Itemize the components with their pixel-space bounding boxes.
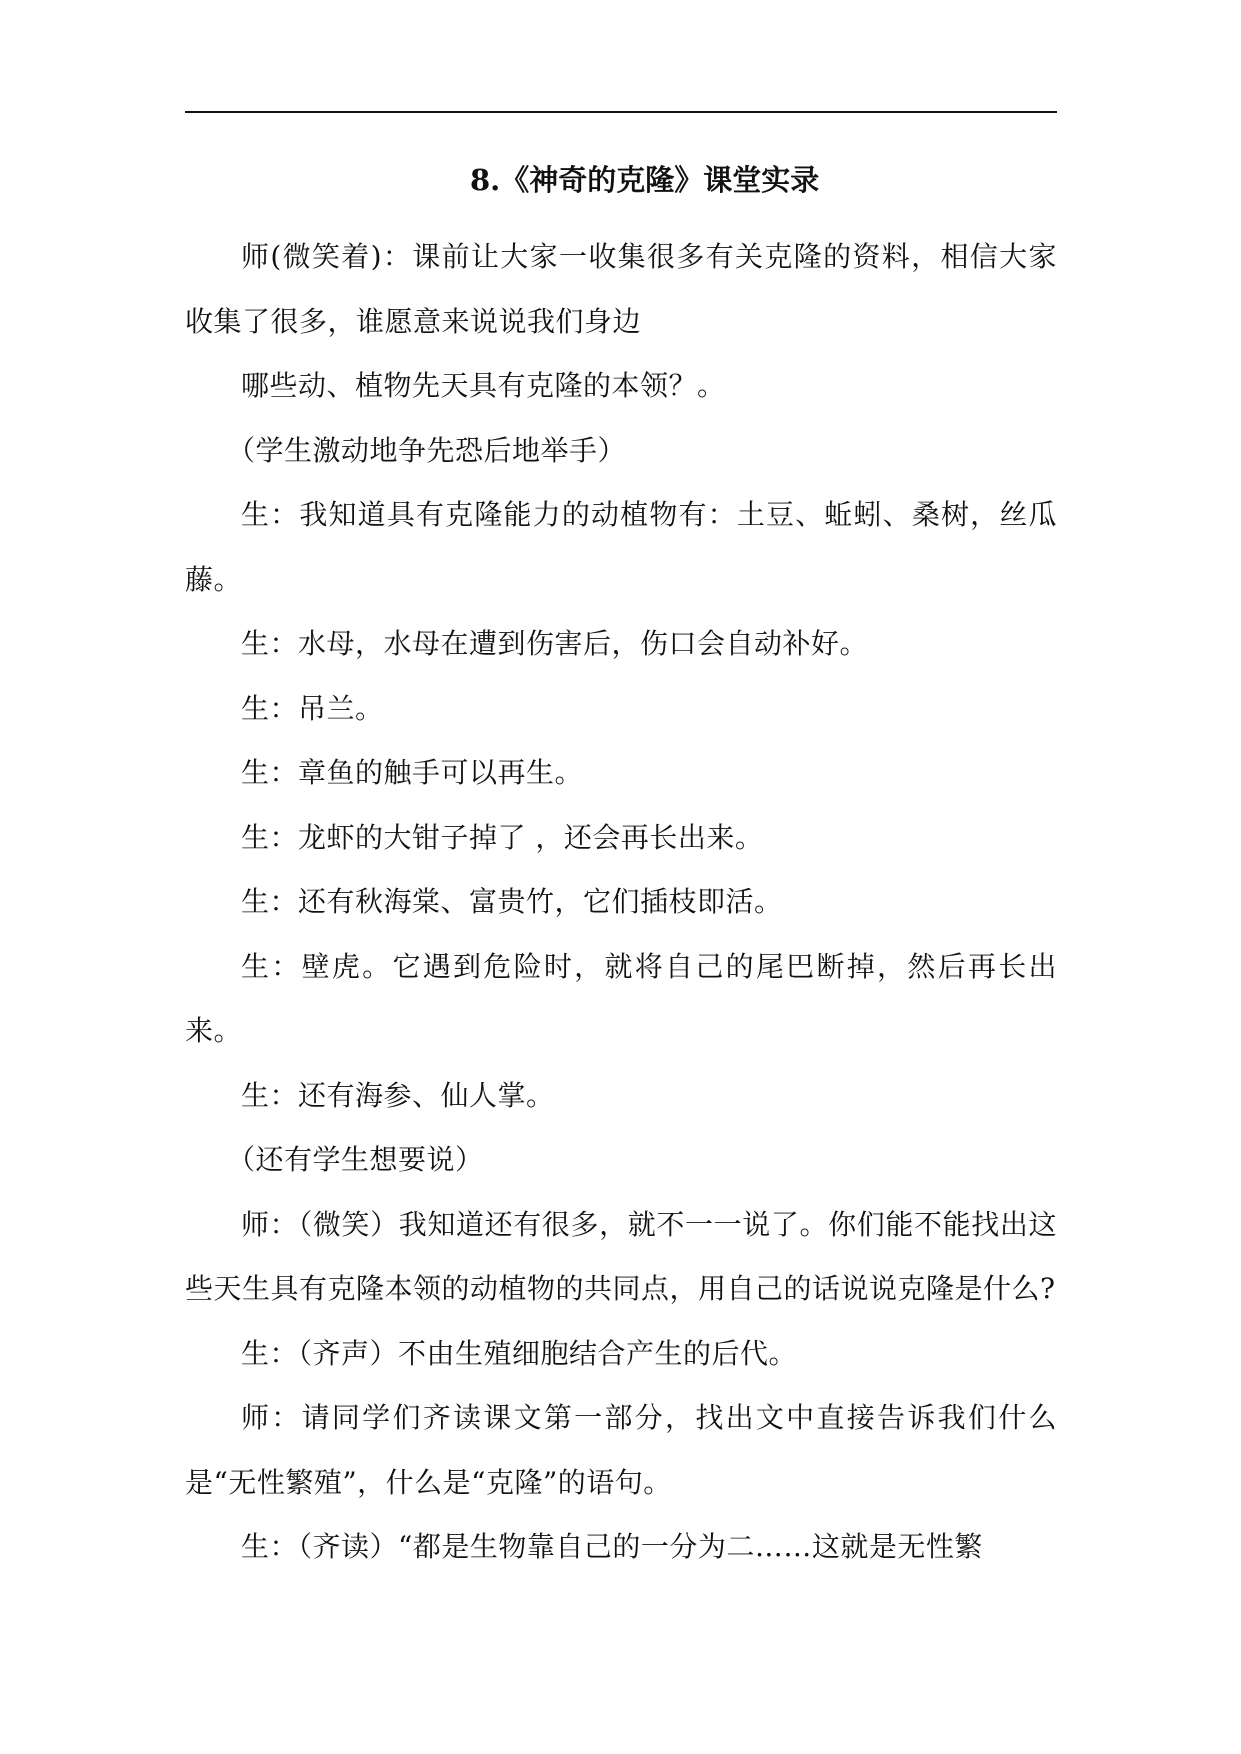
- paragraph-student-answer: 生：水母，水母在遭到伤害后，伤口会自动补好。: [241, 627, 869, 660]
- paragraph-student-answer: 生：吊兰。: [241, 691, 384, 725]
- paragraph-teacher-followup: 师：（微笑）我知道还有很多，就不一一说了。你们能不能找出这些天生具有克隆本领的动植物的共同点，用自己的话说说克隆是什么?: [185, 1207, 1057, 1305]
- paragraph-more-students: （还有学生想要说）: [227, 1143, 484, 1176]
- document-title-text: 8.《神奇的克隆》课堂实录: [470, 163, 820, 197]
- paragraph-teacher-question: 哪些动、植物先天具有克隆的本领？。: [241, 369, 726, 402]
- paragraph-student-answer: 生：还有秋海棠、富贵竹，它们插枝即活。: [241, 885, 783, 918]
- paragraph-teacher-intro: 师(微笑着)：课前让大家一收集很多有关克隆的资料，相信大家收集了很多，谁愿意来说说我们身边: [185, 240, 1057, 338]
- document-body: [185, 225, 1057, 1580]
- header-rule: [185, 111, 1057, 113]
- paragraph-student-reading: 生：（齐读）“都是生物靠自己的一分为二……这就是无性繁: [241, 1530, 983, 1563]
- paragraph-student-chorus: 生：（齐声）不由生殖细胞结合产生的后代。: [241, 1336, 798, 1370]
- paragraph-student-answer: 生：我知道具有克隆能力的动植物有：土豆、蚯蚓、桑树，丝瓜藤。: [185, 498, 1057, 596]
- paragraph-student-answer: 生：壁虎。它遇到危险时，就将自己的尾巴断掉，然后再长出来。: [185, 949, 1057, 1047]
- paragraph-students-raise-hands: （学生激动地争先恐后地举手）: [227, 433, 627, 467]
- paragraph-student-answer: 生：还有海参、仙人掌。: [241, 1078, 555, 1112]
- paragraph-student-answer: 生：龙虾的大钳子掉了 ，还会再长出来。: [241, 820, 764, 854]
- paragraph-teacher-reading-task: 师：请同学们齐读课文第一部分，找出文中直接告诉我们什么是“无性繁殖”，什么是“克隆”的语句。: [185, 1401, 1057, 1499]
- paragraph-student-answer: 生：章鱼的触手可以再生。: [241, 756, 584, 789]
